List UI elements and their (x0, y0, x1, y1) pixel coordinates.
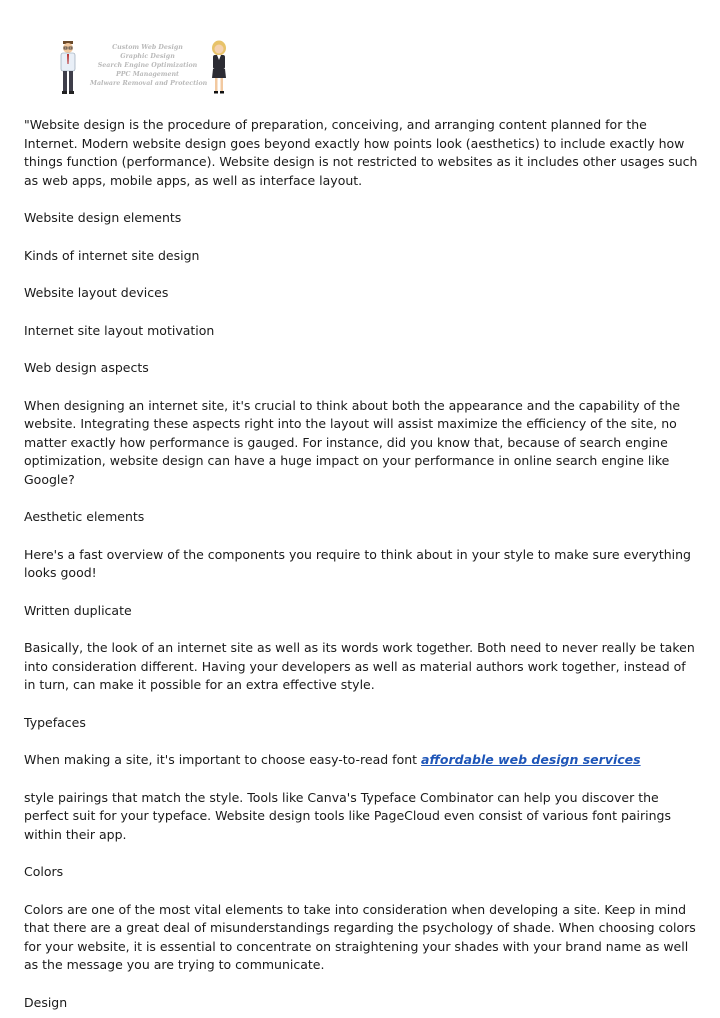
overview-paragraph: Here's a fast overview of the components you require to think about in your style to make sure everything looks good! (24, 546, 691, 580)
logo-line: Custom Web Design (112, 44, 183, 51)
heading-devices: Website layout devices (24, 285, 169, 300)
typeface-intro-text: When making a site, it's important to choose easy-to-read font (24, 752, 422, 767)
typeface-link-paragraph (24, 751, 700, 770)
heading-elements: Website design elements (24, 210, 182, 225)
heading-kinds: Kinds of internet site design (24, 247, 200, 263)
heading-aesthetic: Aesthetic elements (24, 509, 145, 524)
typeface-paragraph: style pairings that match the style. Tools like Canva's Typeface Combinator can help you discover the perfect suit for your typeface. Website design tools like PageCloud even consist of various font pairings within their app. (24, 789, 671, 842)
logo-line: Malware Removal and Protection (90, 80, 208, 87)
heading-design: Design (24, 994, 68, 1010)
colors-paragraph: Colors are one of the most vital elements to take into consideration when developing a site. Keep in mind that there are a great deal of misunderstandings regarding the psychology of shade. When choosing colors for your website, it is essential to concentrate on straightening your shades with your brand name as well as the message you are trying to communicate. (24, 901, 696, 972)
logo-line: Graphic Design (120, 53, 175, 60)
article-body (24, 116, 700, 1012)
company-logo (50, 40, 240, 98)
heading-aspects: Web design aspects (24, 360, 149, 375)
heading-colors: Colors (24, 864, 64, 879)
heading-typefaces: Typefaces (24, 714, 86, 730)
logo-line: Search Engine Optimization (97, 62, 198, 69)
intro-paragraph: "Website design is the procedure of preparation, conceiving, and arranging content planned for the Internet. Modern website design goes beyond exactly how points look (aesthetics) to include exactly how things function (performance). Website design is not restricted to websites as it includes other usages such as web apps, mobile apps, as well as interface layout. (24, 117, 698, 188)
woman-figure-icon (208, 40, 230, 96)
copy-paragraph: Basically, the look of an internet site as well as its words work together. Both need to never really be taken into consideration different. Having your developers as well as material authors work together, instead of in turn, can make it possible for an extra effective style. (24, 640, 695, 692)
aspects-paragraph: When designing an internet site, it's crucial to think about both the appearance and the capability of the website. Integrating these aspects right into the layout will assist maximize the efficiency of the site, no matter exactly how performance is gauged. For instance, did you know that, because of search engine optimization, website design can have a huge impact on your performance in online search engine like Google? (24, 397, 681, 487)
affordable-web-design-link[interactable]: affordable web design services (421, 752, 641, 767)
man-figure-icon (57, 40, 79, 96)
logo-services-text (90, 43, 208, 88)
heading-written-copy: Written duplicate (24, 602, 132, 618)
heading-motivation: Internet site layout motivation (24, 322, 215, 338)
logo-line: PPC Management (116, 71, 179, 78)
